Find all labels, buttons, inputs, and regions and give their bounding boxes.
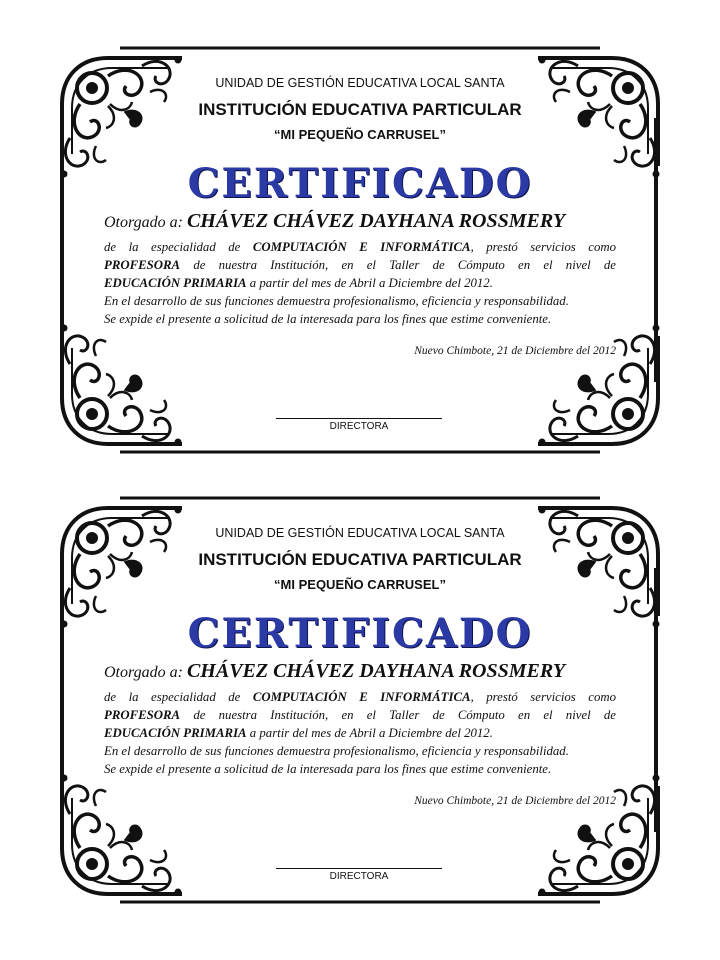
education-unit-heading: UNIDAD DE GESTIÓN EDUCATIVA LOCAL SANTA xyxy=(215,76,505,90)
school-name: “MI PEQUEÑO CARRUSEL” xyxy=(274,577,446,592)
school-name: “MI PEQUEÑO CARRUSEL” xyxy=(274,127,446,142)
awarded-label: Otorgado a: xyxy=(104,664,183,681)
body-line-1: de la especialidad de COMPUTACIÓN E INFORMÁTICA, prestó servicios como xyxy=(104,690,617,704)
body-line-3: EDUCACIÓN PRIMARIA a partir del mes de Abril a Diciembre del 2012. xyxy=(104,276,493,290)
education-unit-heading: UNIDAD DE GESTIÓN EDUCATIVA LOCAL SANTA xyxy=(215,526,505,540)
signature-line xyxy=(276,868,442,869)
body-line-2: PROFESORA de nuestra Institución, en el Taller de Cómputo en el nivel de xyxy=(104,258,616,272)
awarded-label: Otorgado a: xyxy=(104,214,183,231)
certificate-1 xyxy=(0,0,720,470)
institution-heading: INSTITUCIÓN EDUCATIVA PARTICULAR xyxy=(198,100,522,119)
signature-line xyxy=(276,418,442,419)
certificate-2 xyxy=(0,450,720,920)
body-line-1: de la especialidad de COMPUTACIÓN E INFORMÁTICA, prestó servicios como xyxy=(104,240,617,254)
issue-date: Nuevo Chimbote, 21 de Diciembre del 2012 xyxy=(414,345,616,357)
awarded-to xyxy=(104,210,624,233)
institution-heading: INSTITUCIÓN EDUCATIVA PARTICULAR xyxy=(198,550,522,569)
body-line-5: Se expide el presente a solicitud de la interesada para los fines que estime conveniente. xyxy=(104,762,552,776)
recipient-name: CHÁVEZ CHÁVEZ DAYHANA ROSSMERY xyxy=(186,660,566,682)
body-line-5: Se expide el presente a solicitud de la interesada para los fines que estime conveniente. xyxy=(104,312,552,326)
certificate-body xyxy=(104,688,616,778)
signature-label: DIRECTORA xyxy=(329,421,389,432)
body-line-2: PROFESORA de nuestra Institución, en el Taller de Cómputo en el nivel de xyxy=(104,708,616,722)
signature-label: DIRECTORA xyxy=(329,871,389,882)
recipient-name: CHÁVEZ CHÁVEZ DAYHANA ROSSMERY xyxy=(186,210,566,232)
body-line-4: En el desarrollo de sus funciones demuestra profesionalismo, eficiencia y responsabilidad. xyxy=(104,294,569,308)
awarded-to xyxy=(104,660,624,683)
certificate-body xyxy=(104,238,616,328)
certificate-title: CERTIFICADO xyxy=(187,610,533,657)
body-line-4: En el desarrollo de sus funciones demuestra profesionalismo, eficiencia y responsabilidad. xyxy=(104,744,569,758)
certificate-title: CERTIFICADO xyxy=(187,160,533,207)
body-line-3: EDUCACIÓN PRIMARIA a partir del mes de Abril a Diciembre del 2012. xyxy=(104,726,493,740)
issue-date: Nuevo Chimbote, 21 de Diciembre del 2012 xyxy=(414,795,616,807)
